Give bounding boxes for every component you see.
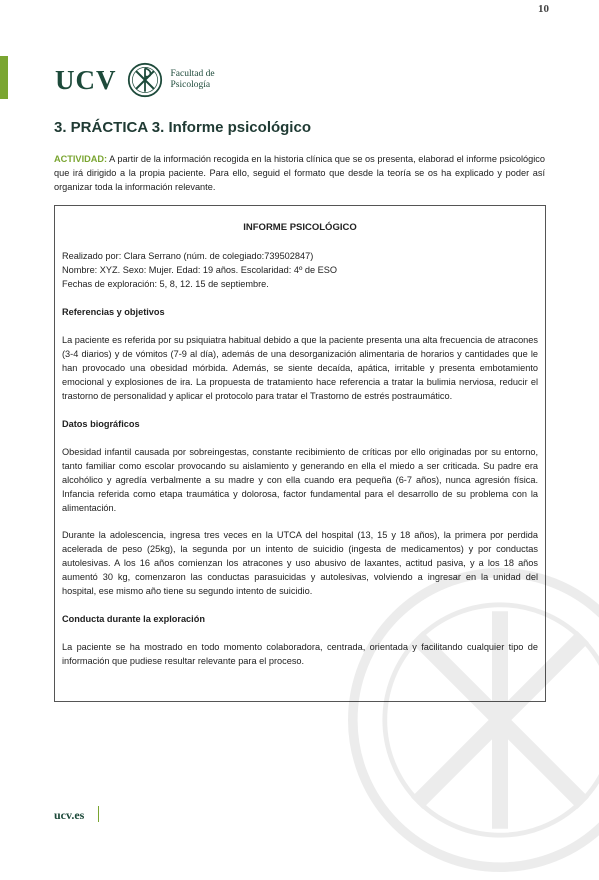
faculty-name	[171, 69, 215, 91]
footer-divider	[98, 806, 99, 822]
paragraph-biograficos-2: Durante la adolescencia, ingresa tres veces en la UTCA del hospital (13, 15 y 18 años), la primera por perdida acelerada de peso (25kg), la segunda por un intento de suicidio (ingesta de medicamentos) y por conductas autolesivas. A los 16 años comienzan los atracones y uso abusivo de laxantes, actitud pasiva, y a los 18 años aumentó 30 kg, comenzaron las conductas parasuicidas y autolesivas, volviendo a ingresar en la unidad del hospital, ese mismo año tiene su segundo intento de suicidio.	[62, 530, 538, 596]
faculty-line-1: Facultad de	[170, 69, 215, 79]
ucv-emblem-icon	[127, 62, 163, 98]
accent-bar	[0, 56, 8, 99]
ucv-watermark-icon	[340, 560, 599, 880]
meta-dates: Fechas de exploración: 5, 8, 12. 15 de septiembre.	[62, 279, 269, 289]
activity-label: ACTIVIDAD:	[54, 154, 108, 164]
heading-datos-biograficos: Datos biográficos	[62, 419, 140, 429]
section-title: 3. PRÁCTICA 3. Informe psicológico	[54, 119, 311, 136]
paragraph-conducta: La paciente se ha mostrado en todo momento colaboradora, centrada, orientada y facilitando cualquier tipo de información que pudiese resultar relevante para el proceso.	[62, 642, 538, 666]
ucv-logo	[55, 62, 215, 98]
page-number: 10	[538, 3, 549, 15]
faculty-line-2: Psicología	[170, 80, 211, 90]
paragraph-referencias: La paciente es referida por su psiquiatra habitual debido a que la paciente presenta una alta frecuencia de atracones (3-4 diarios) y de vómitos (7-9 al día), además de una desorganización alimentaria de horarios y cantidades que le han provocado una obesidad mórbida. Además, se siente decaída, apática, irritable y presenta embotamiento emocional y explosiones de ira. La propuesta de tratamiento hace referencia a tratar la bulimia nerviosa, reducir el trastorno de personalidad y aplicar el protocolo para tratar el Trastorno de estrés postraumático.	[62, 335, 538, 401]
paragraph-biograficos-1: Obesidad infantil causada por sobreingestas, constante recibimiento de críticas por ello originadas por su entorno, tanto familiar como escolar provocando su aislamiento y generando en ella el miedo a ser criticada. Su padre era alcohólico y agredía verbalmente a su madre y con ella cuando era pequeña (6-7 años), nunca agresión física. Infancia referida como etapa traumática y dolorosa, factor fundamental para el desarrollo de su problema con la alimentación.	[62, 447, 538, 513]
activity-paragraph	[54, 152, 545, 194]
meta-patient: Nombre: XYZ. Sexo: Mujer. Edad: 19 años. Escolaridad: 4º de ESO	[62, 265, 338, 275]
logo-text: UCV	[55, 64, 117, 95]
heading-referencias: Referencias y objetivos	[62, 307, 165, 317]
heading-conducta: Conducta durante la exploración	[62, 614, 205, 624]
activity-text: A partir de la información recogida en la historia clínica que se os presenta, elaborad el informe psicológico que irá dirigido a la propia paciente. Para ello, seguid el formato que desde la teoría se os ha explicado y poder así organizar toda la información relevante.	[54, 154, 545, 192]
report-meta	[62, 249, 538, 291]
meta-author: Realizado por: Clara Serrano (núm. de colegiado:739502847)	[62, 251, 314, 261]
footer-link[interactable]: ucv.es	[54, 808, 85, 822]
report-title: INFORME PSICOLÓGICO	[243, 222, 357, 233]
